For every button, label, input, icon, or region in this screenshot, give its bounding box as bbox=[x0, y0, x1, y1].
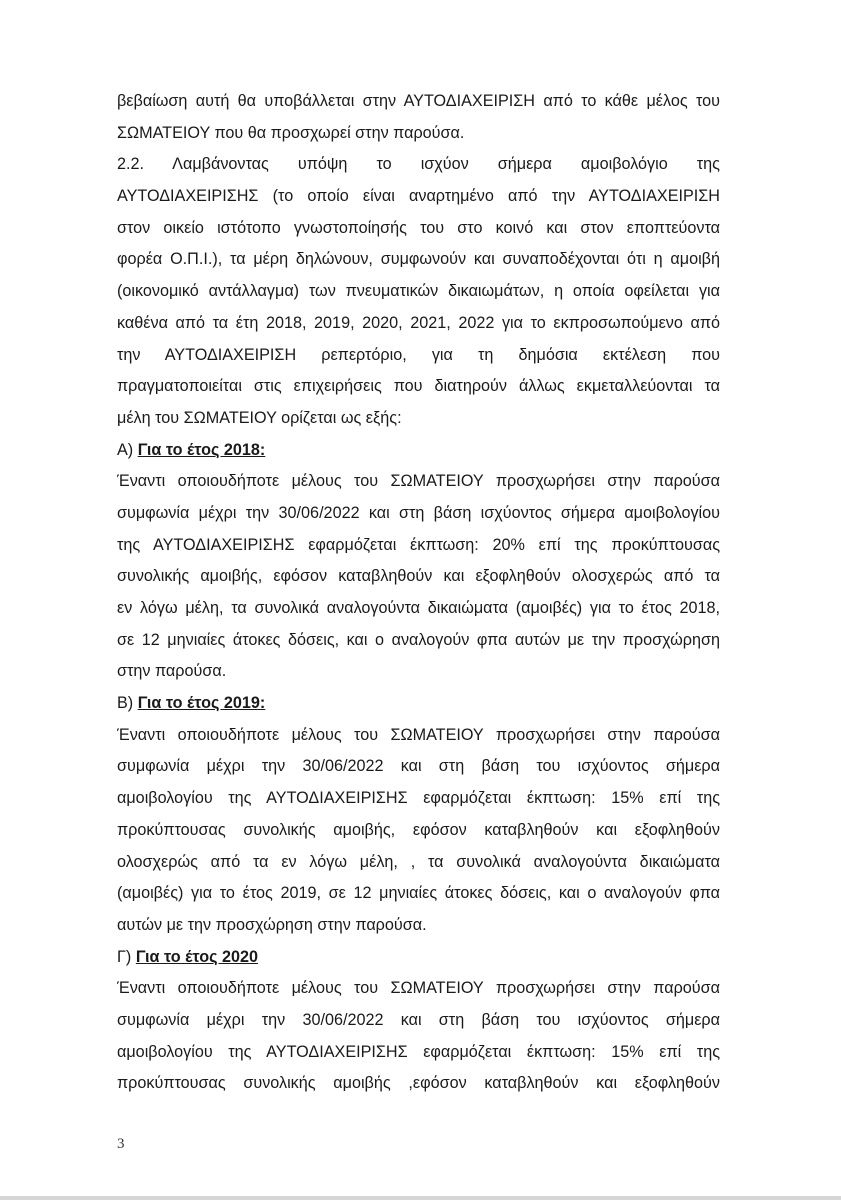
section-heading-text: Για το έτος 2019: bbox=[137, 694, 266, 713]
text-line: της ΑΥΤΟΔΙΑΧΕΙΡΙΣΗΣ εφαρμόζεται έκπτωση: 20% επί της προκύπτουσας bbox=[117, 535, 720, 554]
text-line: (αμοιβές) για το έτος 2019, σε 12 μηνιαίες άτοκες δόσεις, και ο αναλογούν φπα bbox=[117, 884, 720, 903]
text-line: (οικονομικό αντάλλαγμα) των πνευματικών δικαιωμάτων, η οποία οφείλεται για bbox=[117, 282, 720, 301]
text-line: σε 12 μηνιαίες άτοκες δόσεις, και ο αναλογούν φπα αυτών με την προσχώρηση bbox=[117, 630, 720, 649]
text-line: Έναντι οποιουδήποτε μέλους του ΣΩΜΑΤΕΙΟΥ προσχωρήσει στην παρούσα bbox=[117, 725, 720, 744]
text-line: συμφωνία μέχρι την 30/06/2022 και στη βάση του ισχύοντος σήμερα bbox=[117, 1010, 720, 1029]
text-line: στον οικείο ιστότοπο γνωστοποίησής του στο κοινό και στον εποπτεύοντα bbox=[117, 218, 720, 237]
text-line: πραγματοποιείται στις επιχειρήσεις που διατηρούν άλλως εκμεταλλεύονται τα bbox=[117, 377, 720, 396]
section-heading bbox=[117, 942, 720, 974]
section-heading-text: Για το έτος 2018: bbox=[137, 440, 266, 459]
text-line: μέλη του ΣΩΜΑΤΕΙΟΥ ορίζεται ως εξής: bbox=[117, 408, 402, 427]
text-line: Έναντι οποιουδήποτε μέλους του ΣΩΜΑΤΕΙΟΥ προσχωρήσει στην παρούσα bbox=[117, 979, 720, 998]
text-line: ολοσχερώς από τα εν λόγω μέλη, , τα συνολικά αναλογούντα δικαιώματα bbox=[117, 852, 720, 871]
section-heading-prefix: Β) bbox=[117, 694, 134, 713]
text-line: αμοιβολογίου της ΑΥΤΟΔΙΑΧΕΙΡΙΣΗΣ εφαρμόζεται έκπτωση: 15% επί της bbox=[117, 1042, 720, 1061]
section-heading-prefix: Γ) bbox=[117, 947, 132, 966]
text-line: συνολικής αμοιβής, εφόσον καταβληθούν και εξοφληθούν ολοσχερώς από τα bbox=[117, 567, 720, 586]
text-line: καθένα από τα έτη 2018, 2019, 2020, 2021, 2022 για το εκπροσωπούμενο από bbox=[117, 313, 720, 332]
text-line: ΣΩΜΑΤΕΙΟΥ που θα προσχωρεί στην παρούσα. bbox=[117, 123, 465, 142]
text-line: αυτών με την προσχώρηση στην παρούσα. bbox=[117, 915, 427, 934]
text-line: αμοιβολογίου της ΑΥΤΟΔΙΑΧΕΙΡΙΣΗΣ εφαρμόζεται έκπτωση: 15% επί της bbox=[117, 789, 720, 808]
document-body bbox=[117, 86, 720, 1100]
text-line: 2.2. Λαμβάνοντας υπόψη το ισχύον σήμερα αμοιβολόγιο της bbox=[117, 155, 720, 174]
text-line: προκύπτουσας συνολικής αμοιβής ,εφόσον καταβληθούν και εξοφληθούν bbox=[117, 1074, 720, 1093]
page-number: 3 bbox=[117, 1136, 125, 1152]
text-line: στην παρούσα. bbox=[117, 662, 227, 681]
section-heading-prefix: Α) bbox=[117, 440, 134, 459]
page-bottom-edge bbox=[0, 1196, 841, 1200]
text-line: την ΑΥΤΟΔΙΑΧΕΙΡΙΣΗ ρεπερτόριο, για τη δημόσια εκτέλεση που bbox=[117, 345, 720, 364]
section-heading bbox=[117, 435, 720, 467]
text-line: ΑΥΤΟΔΙΑΧΕΙΡΙΣΗΣ (το οποίο είναι αναρτημένο από την ΑΥΤΟΔΙΑΧΕΙΡΙΣΗ bbox=[117, 187, 720, 206]
text-line: συμφωνία μέχρι την 30/06/2022 και στη βάση ισχύοντος σήμερα αμοιβολογίου bbox=[117, 503, 720, 522]
section-heading-text: Για το έτος 2020 bbox=[135, 947, 259, 966]
text-line: προκύπτουσας συνολικής αμοιβής, εφόσον καταβληθούν και εξοφληθούν bbox=[117, 820, 720, 839]
text-line: βεβαίωση αυτή θα υποβάλλεται στην ΑΥΤΟΔΙΑΧΕΙΡΙΣΗ από το κάθε μέλος του bbox=[117, 92, 720, 110]
text-line: φορέα Ο.Π.Ι.), τα μέρη δηλώνουν, συμφωνούν και συναποδέχονται ότι η αμοιβή bbox=[117, 250, 720, 269]
text-line: εν λόγω μέλη, τα συνολικά αναλογούντα δικαιώματα (αμοιβές) για το έτος 2018, bbox=[117, 599, 720, 617]
text-line: συμφωνία μέχρι την 30/06/2022 και στη βάση του ισχύοντος σήμερα bbox=[117, 757, 720, 776]
section-heading bbox=[117, 688, 720, 720]
text-line: Έναντι οποιουδήποτε μέλους του ΣΩΜΑΤΕΙΟΥ προσχωρήσει στην παρούσα bbox=[117, 472, 720, 491]
